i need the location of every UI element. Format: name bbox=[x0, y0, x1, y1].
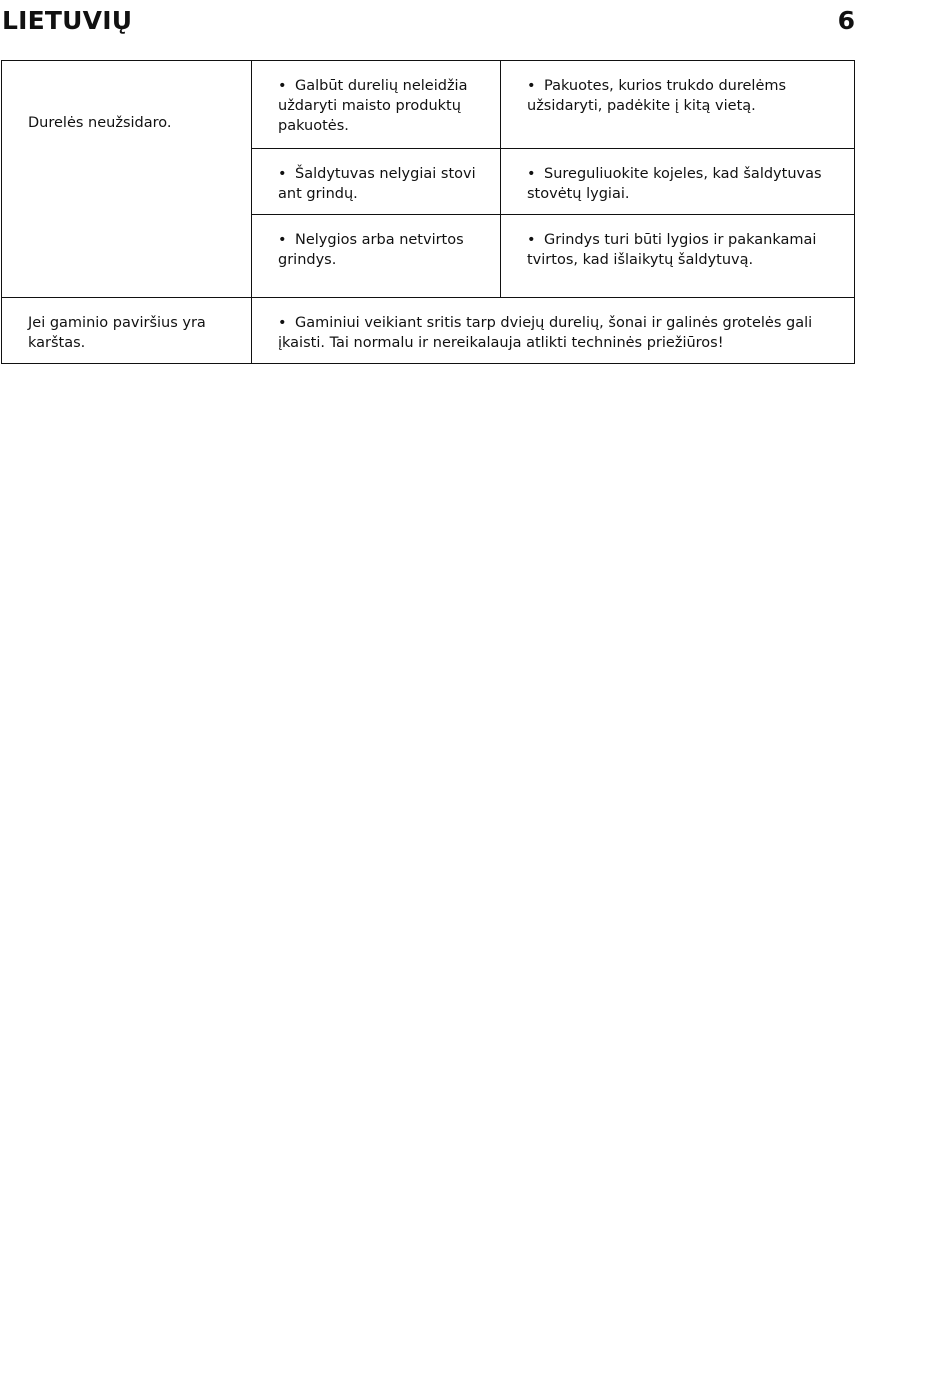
cause-cell bbox=[252, 215, 501, 298]
cause-text: Galbūt durelių neleidžia uždaryti maisto produktų pakuotės. bbox=[278, 78, 468, 134]
solution-text: Grindys turi būti lygios ir pakankamai tvirtos, kad išlaikytų šaldytuvą. bbox=[527, 232, 817, 268]
page-header bbox=[0, 4, 857, 40]
bullet-icon: • bbox=[278, 78, 287, 94]
solution-cell bbox=[501, 215, 855, 298]
troubleshooting-table bbox=[1, 60, 855, 364]
problem-text: Durelės neužsidaro. bbox=[28, 115, 172, 131]
cause-cell bbox=[252, 61, 501, 149]
bullet-icon: • bbox=[278, 315, 287, 331]
solution-cell bbox=[501, 61, 855, 149]
problem-cell bbox=[2, 298, 252, 364]
language-title: LIETUVIŲ bbox=[2, 6, 133, 35]
solution-cell bbox=[501, 149, 855, 215]
problem-text: Jei gaminio paviršius yra karštas. bbox=[28, 315, 206, 351]
bullet-icon: • bbox=[527, 166, 536, 182]
bullet-icon: • bbox=[527, 78, 536, 94]
problem-cell bbox=[2, 61, 252, 298]
bullet-icon: • bbox=[278, 166, 287, 182]
cause-cell bbox=[252, 149, 501, 215]
solution-text: Sureguliuokite kojeles, kad šaldytuvas stovėtų lygiai. bbox=[527, 166, 822, 202]
table-row bbox=[2, 61, 855, 149]
cause-text: Nelygios arba netvirtos grindys. bbox=[278, 232, 464, 268]
note-cell bbox=[252, 298, 855, 364]
solution-text: Pakuotes, kurios trukdo durelėms užsidaryti, padėkite į kitą vietą. bbox=[527, 78, 787, 114]
note-text: Gaminiui veikiant sritis tarp dviejų durelių, šonai ir galinės grotelės gali įkaisti. Tai normalu ir nereikalauja atlikti techninės priežiūros! bbox=[278, 315, 813, 351]
page-number: 6 bbox=[837, 6, 855, 35]
bullet-icon: • bbox=[278, 232, 287, 248]
cause-text: Šaldytuvas nelygiai stovi ant grindų. bbox=[278, 166, 476, 202]
bullet-icon: • bbox=[527, 232, 536, 248]
table-row bbox=[2, 298, 855, 364]
